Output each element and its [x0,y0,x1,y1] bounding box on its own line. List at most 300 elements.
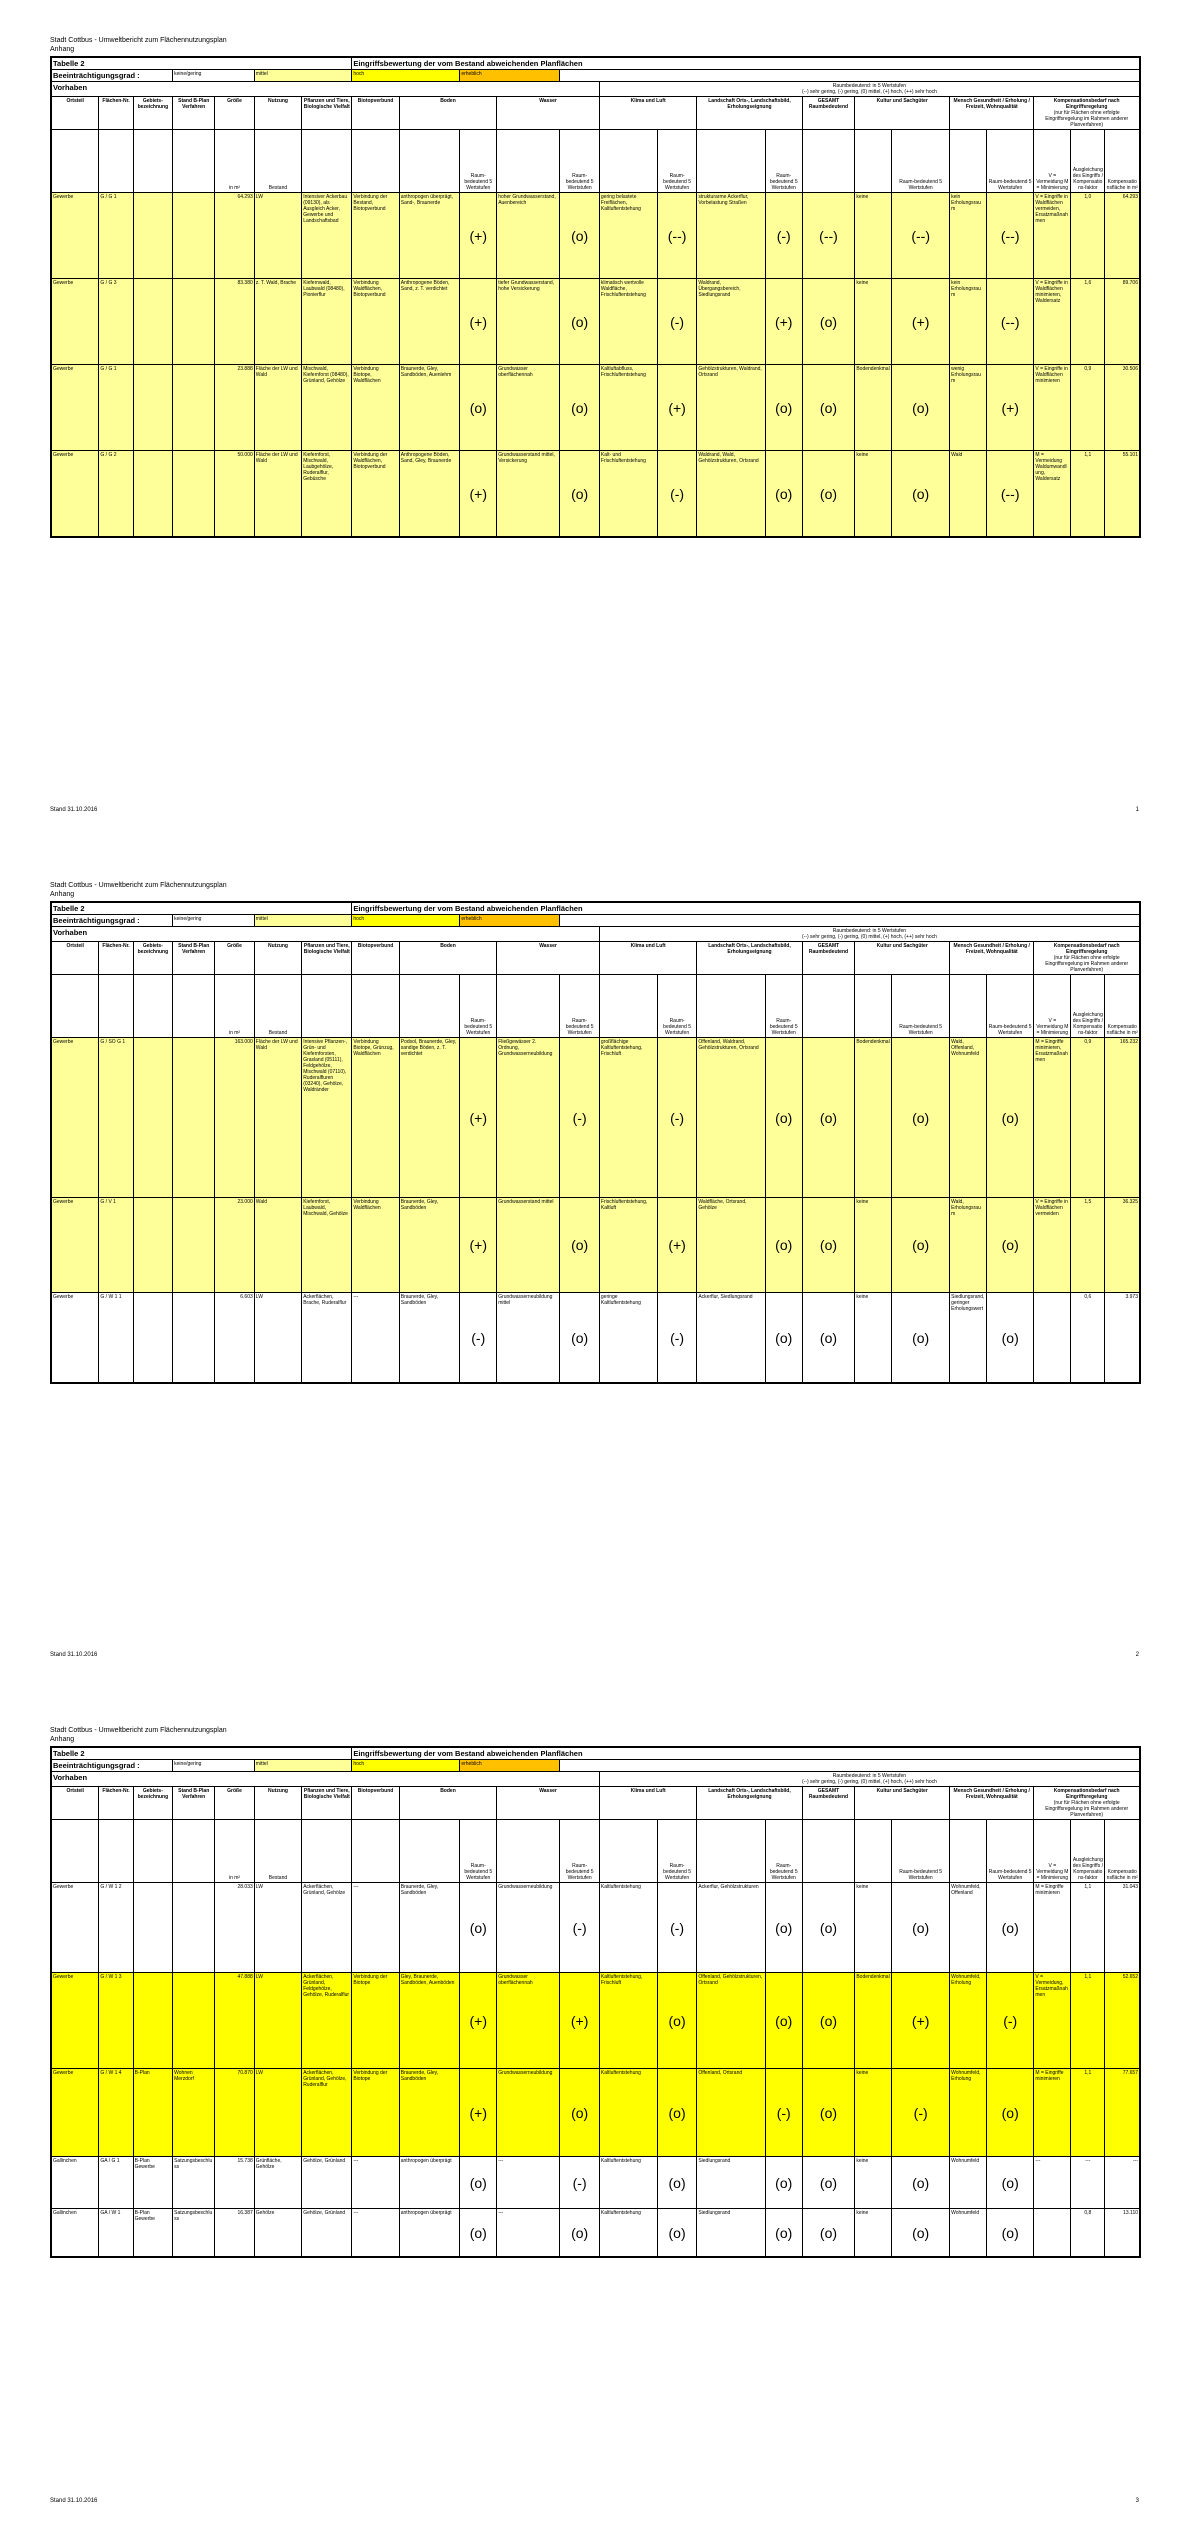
cell-stand [173,1038,215,1198]
cell-lan_r [765,193,802,279]
legend-spacer [560,1760,1140,1772]
cell-kul [855,1038,892,1198]
col-header-8-text: Boden [440,98,456,104]
cell-kli_r-text: (-) [670,1329,685,1346]
sub-header-18 [892,130,950,193]
table-title [352,58,1140,70]
cell-aus-text: 1,1 [1084,1974,1092,1980]
cell-kul_r [892,1198,950,1293]
cell-was_r [560,1038,600,1198]
cell-pfl-text: Gehölze, Grünland [303,2158,346,2164]
legend-mid [254,70,352,82]
cell-was_r [560,2209,600,2257]
cell-lan_r-text: (o) [775,2224,793,2241]
cell-men_r [986,2157,1033,2209]
assessment-table [50,1746,1141,2258]
col-header-2-text: Gebiets-bezeichnung [137,943,169,955]
cell-ges_r-text: (o) [819,1237,838,1253]
cell-men-text: Wald, Offenland, Wohnumfeld [951,1039,980,1057]
cell-lan [697,1198,765,1293]
sub-header-text: Raum-bedeutend 5 Wertstufen [565,1863,594,1881]
sub-header-text: Raum-bedeutend 5 Wertstufen [988,179,1032,191]
kompensation-title: Kompensationsbedarf nach Eingriffsregelung [1053,943,1120,955]
cell-v [1034,1293,1071,1383]
cell-aus-text: 1,5 [1084,1199,1092,1205]
cell-lan-text: Gehölzstrukturen, Waldrand, Ortsrand [698,366,762,378]
cell-komp [1105,1883,1140,1973]
cell-stand-text: Satzungsbeschluss [174,2210,213,2222]
sub-header-20 [986,975,1033,1038]
cell-lan-text: Offenland, Waldrand, Gehölzstrukturen, Ortsrand [698,1039,759,1051]
cell-was [497,193,560,279]
cell-bio-text: Verbindung Waldflächen [353,1199,381,1211]
cell-nr-text: G / W 1 4 [100,2070,122,2076]
cell-was_r-text: (o) [571,1237,589,1253]
cell-v-text: --- [1035,2158,1041,2164]
cell-kli_r-text: (-) [670,1919,685,1936]
cell-nutz [254,365,301,451]
cell-kli_r [657,1198,697,1293]
cell-kul-text: keine [856,1294,869,1300]
cell-bod-text: Podsol, Braunerde, Gley, sandige Böden, z. T. verdichtet [400,1039,457,1057]
cell-stand [173,2157,215,2209]
cell-kli [599,1883,657,1973]
cell-kul_r-text: (-) [913,2104,928,2121]
cell-lan_r-text: (o) [775,1237,793,1253]
cell-ort-text: Gewerbe [53,280,74,286]
cell-kul [855,1883,892,1973]
col-header-0-text: Ortsteil [66,1788,84,1794]
col-header-9-text: Wasser [539,943,557,949]
cell-kli [599,1973,657,2069]
cell-lan [697,193,765,279]
sub-header-21 [1034,975,1071,1038]
cell-was-text: tiefer Grundwasserstand, hohe Versickerung [498,280,555,292]
kompensation-title: Kompensationsbedarf nach Eingriffsregelung [1053,98,1120,110]
sub-header-11 [560,975,600,1038]
cell-nutz-text: Fläche der LW und Wald [255,366,298,378]
cell-nr [99,1883,133,1973]
cell-size [215,1198,255,1293]
cell-kul_r-text: (o) [912,485,930,502]
cell-lan_r [765,1293,802,1383]
legend-ext-text: erheblich [461,916,482,922]
cell-was-text: Grundwasser oberflächennah [498,366,533,378]
cell-nr-text: G / G 1 [100,194,117,200]
sub-header-12 [599,975,657,1038]
cell-size-text: 50.000 [237,452,253,458]
col-header-0-text: Ortsteil [66,98,84,104]
cell-ges_r-text: (o) [819,2104,838,2121]
cell-size-text: 64.293 [237,194,253,200]
cell-pfl [302,2069,352,2157]
sub-header-19 [950,975,987,1038]
cell-ort-text: Gallinchen [53,2210,77,2216]
cell-bio-text: Verbindung der Bestand, Biotopverbund [353,194,388,212]
col-header-7 [352,942,399,975]
sub-header-7 [352,130,399,193]
cell-bod-text: Anthropogene Böden, Sand, Gley, Braunerde [400,452,452,464]
cell-ges_r-text: (o) [819,313,838,330]
cell-kli-text: Kaltluftentstehung [600,1884,641,1890]
cell-ges_r [802,1198,855,1293]
cell-bod-text: Anthropogene Böden, Sand, z. T. verdichtet [400,280,450,292]
cell-gebiet [133,1038,173,1198]
table-row [52,1883,1140,1973]
sub-header-9 [460,1820,497,1883]
cell-kul-text: keine [856,2070,869,2076]
col-header-1 [99,942,133,975]
cell-was_r [560,1883,600,1973]
cell-bod_r [460,1198,497,1293]
cell-nr-text: G / G 1 [100,366,117,372]
legend-low-text: keine/gering [174,71,202,77]
col-header-9-text: Wasser [539,98,557,104]
cell-bod-text: anthropogen überprägt [400,2158,452,2164]
cell-kli [599,1198,657,1293]
sub-header-9 [460,975,497,1038]
sub-header-text: Bestand [268,185,288,191]
table-title-text: Eingriffsbewertung der vom Bestand abweichenden Planflächen [353,904,583,913]
cell-men-text: kein Erholungsraum [951,280,981,298]
scale-legend [599,82,1139,97]
sub-header-text: Bestand [268,1030,288,1036]
cell-was_r-text: (-) [572,2174,587,2191]
col-header-7-text: Biotopverbund [357,1788,394,1794]
cell-men [950,2209,987,2257]
cell-aus-text: 0,9 [1084,1039,1092,1045]
cell-stand [173,279,215,365]
cell-kul-text: Bodendenkmal [856,366,890,372]
legend-mid-text: mittel [255,916,268,922]
cell-bio [352,2157,399,2209]
cell-v-text: M = Eingriffe minimieren, Ersatzmaßnahmen [1035,1039,1068,1063]
cell-lan_r [765,1038,802,1198]
cell-kul [855,2209,892,2257]
cell-bio-text: Verbindung Waldflächen, Biotopverbund [353,280,386,298]
cell-bio [352,1293,399,1383]
sub-header-text: Raum-bedeutend 5 Wertstufen [663,173,691,191]
footer-date: Stand 31.10.2016 [50,2498,98,2504]
cell-komp [1105,1198,1140,1293]
cell-ort [52,1198,99,1293]
col-header-10-text: Klima und Luft [630,943,666,949]
sub-header-text: Ausgleichung des Eingriffs / Kompensations-faktor [1072,1857,1103,1881]
cell-gebiet-text: B-Plan [134,2070,150,2076]
cell-ort [52,1038,99,1198]
cell-aus-text: 0,9 [1084,366,1092,372]
table-row [52,1293,1140,1383]
doc-sub: Anhang [50,891,75,898]
cell-kli-text: Kaltluftentstehung [600,2210,641,2216]
cell-men_r-text: (o) [1001,1237,1019,1253]
cell-stand [173,2209,215,2257]
cell-kul [855,193,892,279]
cell-v [1034,193,1071,279]
cell-ort-text: Gewerbe [53,1199,74,1205]
cell-nr [99,451,133,537]
cell-aus [1071,193,1105,279]
legend-ext [460,915,560,927]
cell-was_r-text: (o) [571,1329,589,1346]
cell-bod_r-text: (o) [469,1919,487,1936]
cell-lan_r-text: (o) [775,399,793,416]
section-title [52,927,600,942]
cell-pfl [302,365,352,451]
cell-was-text: Fließgewässer 2. Ordnung, Grundwasserneubildung [498,1039,553,1057]
cell-bio [352,1883,399,1973]
cell-men [950,1038,987,1198]
cell-nr-text: G / SO G 1 [100,1039,126,1045]
col-header-12-text: GESAMT Raumbedeutend [808,98,849,110]
cell-komp-text: 77.657 [1122,2070,1138,2076]
cell-aus-text: 0,6 [1084,1294,1092,1300]
col-header-3-text: Stand B-Plan Verfahren [178,943,210,955]
table-label [52,903,352,915]
cell-men-text: wenig Erholungsraum [951,366,981,384]
legend-low [173,1760,255,1772]
cell-was-text: --- [498,2158,504,2164]
cell-lan_r-text: (-) [776,2104,791,2121]
cell-kul-text: Bodendenkmal [856,1974,890,1980]
cell-kul_r [892,279,950,365]
cell-kli_r [657,365,697,451]
cell-komp [1105,1973,1140,2069]
cell-ges_r [802,2069,855,2157]
cell-komp-text: 31.043 [1122,1884,1138,1890]
cell-kul_r-text: (o) [912,2224,930,2241]
cell-was [497,1293,560,1383]
col-header-3 [173,97,215,130]
cell-gebiet [133,1198,173,1293]
cell-bod-text: Braunerde, Gley, Sandböden [400,2070,439,2082]
cell-was-text: Grundwasserstand mittel [498,1199,554,1205]
cell-size-text: 23.000 [237,1199,253,1205]
col-header-13-text: Kultur und Sachgüter [876,943,928,949]
cell-kul [855,1293,892,1383]
cell-bio [352,1198,399,1293]
cell-was_r-text: (o) [571,227,589,244]
cell-lan_r-text: (o) [775,485,793,502]
cell-pfl-text: Kiefernwald, Laubwald (08480), Pionierflur [303,280,345,298]
cell-bod-text: Gley, Braunerde, Sandböden, Auenböden [400,1974,455,1986]
cell-komp [1105,2069,1140,2157]
cell-kli_r [657,1293,697,1383]
scale-line-2: (--) sehr gering, (-) gering, (0) mittel, (+) hoch, (++) sehr hoch [801,1779,937,1785]
cell-men-text: Wohnumfeld [951,2210,980,2216]
cell-lan_r [765,1883,802,1973]
table-label [52,1748,352,1760]
page-number: 1 [1135,807,1139,813]
cell-kli_r [657,451,697,537]
sub-header-text: Raum-bedeutend 5 Wertstufen [988,1869,1032,1881]
cell-nutz-text: Fläche der LW und Wald [255,1039,298,1051]
cell-men-text: Wald [951,452,963,458]
cell-was_r-text: (o) [571,399,589,416]
cell-lan_r-text: (o) [775,1919,793,1936]
cell-men_r [986,451,1033,537]
sub-header-1 [99,975,133,1038]
col-header-11 [697,97,802,130]
sub-header-text: Raum-bedeutend 5 Wertstufen [899,179,943,191]
cell-aus [1071,1198,1105,1293]
cell-lan-text: Offenland, Gehölzstrukturen, Ortsrand [698,1974,763,1986]
cell-stand [173,1198,215,1293]
cell-nutz [254,1883,301,1973]
cell-men [950,1198,987,1293]
cell-kli_r [657,279,697,365]
cell-men [950,279,987,365]
cell-bod_r-text: (+) [469,1237,487,1253]
cell-komp [1105,365,1140,451]
cell-was-text: --- [498,2210,504,2216]
sub-header-text: Kompensationsfläche in m² [1106,1869,1138,1881]
cell-stand [173,193,215,279]
legend-low-text: keine/gering [174,1761,202,1767]
cell-kul_r-text: (--) [911,227,930,244]
cell-size-text: 23.888 [237,366,253,372]
legend-ext-text: erheblich [461,1761,482,1767]
cell-ges_r [802,1973,855,2069]
sub-header-6 [302,1820,352,1883]
col-header-4 [215,1787,255,1820]
cell-kul_r [892,1883,950,1973]
cell-bio [352,279,399,365]
sub-header-4 [215,130,255,193]
cell-nutz-text: LW [255,2070,263,2076]
cell-aus [1071,1883,1105,1973]
cell-aus [1071,2069,1105,2157]
cell-lan [697,2209,765,2257]
col-header-6 [302,1787,352,1820]
sub-header-23 [1105,975,1140,1038]
sub-header-19 [950,1820,987,1883]
col-header-1 [99,97,133,130]
cell-men_r-text: (o) [1001,1109,1019,1126]
cell-kli_r [657,2069,697,2157]
cell-ges_r-text: (o) [819,399,838,416]
doc-org: Stadt Cottbus - Umweltbericht zum Flächennutzungsplan [50,37,227,44]
cell-lan_r-text: (o) [775,1109,793,1126]
cell-was_r-text: (+) [570,2012,589,2029]
col-header-1-text: Flächen-Nr. [102,943,130,949]
cell-men [950,193,987,279]
cell-ges_r-text: (o) [819,2012,838,2029]
col-header-10 [599,1787,696,1820]
cell-men_r-text: (--) [1000,227,1020,244]
cell-kul-text: keine [856,280,869,286]
col-header-13-text: Kultur und Sachgüter [876,98,928,104]
cell-lan_r [765,365,802,451]
cell-komp [1105,279,1140,365]
cell-men [950,451,987,537]
cell-bod_r [460,2069,497,2157]
col-header-2 [133,942,173,975]
cell-kul_r [892,1973,950,2069]
col-header-1-text: Flächen-Nr. [102,98,130,104]
cell-kul_r [892,451,950,537]
cell-gebiet [133,2069,173,2157]
cell-bod_r-text: (o) [469,2174,487,2191]
cell-was_r-text: (o) [571,313,589,330]
cell-was_r [560,1198,600,1293]
legend-high [352,70,460,82]
cell-kli [599,193,657,279]
cell-was [497,1973,560,2069]
cell-men-text: Wohnumfeld, Erholung [951,2070,981,2082]
cell-ges_r-text: (o) [819,1109,838,1126]
cell-nr-text: G / W 1 3 [100,1974,122,1980]
cell-men-text: Wald, Erholungsraum [951,1199,981,1217]
cell-kul-text: Bodendenkmal [856,1039,890,1045]
cell-kul_r [892,2069,950,2157]
cell-men_r-text: (o) [1001,1329,1019,1346]
cell-kli [599,2157,657,2209]
sub-header-8 [399,975,460,1038]
cell-bio-text: Verbindung der Waldflächen, Biotopverbund [353,452,388,470]
cell-nutz [254,2209,301,2257]
sub-header-0 [52,975,99,1038]
cell-size [215,1883,255,1973]
cell-stand [173,1293,215,1383]
cell-men-text: Wohnumfeld, Offenland [951,1884,981,1896]
cell-kli [599,2209,657,2257]
cell-lan [697,2157,765,2209]
cell-nr-text: G / W 1 1 [100,1294,122,1300]
cell-kul_r [892,2157,950,2209]
cell-kli_r-text: (--) [667,227,687,244]
sub-header-19 [950,130,987,193]
sub-header-0 [52,1820,99,1883]
col-header-1 [99,1787,133,1820]
cell-stand-text: Wohnen Merzdorf [174,2070,194,2082]
col-header-8 [399,1787,496,1820]
cell-nr-text: G / G 3 [100,280,117,286]
footer-date: Stand 31.10.2016 [50,1652,98,1658]
col-header-12 [802,942,855,975]
legend-high [352,915,460,927]
sub-header-16 [802,975,855,1038]
sub-header-16 [802,130,855,193]
cell-nutz [254,279,301,365]
cell-kli_r [657,1973,697,2069]
cell-kli-text: Kaltluftentstehung [600,2158,641,2164]
cell-bod_r-text: (+) [469,2012,487,2029]
cell-bio-text: --- [353,2210,359,2216]
cell-gebiet [133,279,173,365]
cell-pfl-text: Intensive Pflanzen-, Grün- und Kiefernforsten, Grasland (05111), Feldgehölze, Mischwald (07110), Ruderalfluren (03240), Gehölze, Waldränder [303,1039,348,1093]
legend-mid [254,915,352,927]
sub-header-3 [173,130,215,193]
cell-gebiet [133,1293,173,1383]
cell-kul_r-text: (+) [911,313,930,330]
cell-bio [352,2069,399,2157]
cell-lan-text: Waldrand, Übergangsbereich, Siedlungsrand [698,280,741,298]
sub-header-16 [802,1820,855,1883]
cell-pfl [302,1293,352,1383]
legend-label-text: Beeinträchtigungsgrad : [53,916,140,925]
section-title [52,82,600,97]
doc-sub: Anhang [50,46,75,53]
cell-bod [399,2209,460,2257]
cell-bod_r-text: (+) [469,313,487,330]
cell-pfl [302,1883,352,1973]
table-row [52,2157,1140,2209]
cell-was-text: Grundwasserneubildung [498,2070,553,2076]
cell-nutz-text: LW [255,1294,263,1300]
sub-header-15 [765,130,802,193]
cell-lan-text: Waldrand, Wald, Gehölzstrukturen, Ortsrand [698,452,759,464]
